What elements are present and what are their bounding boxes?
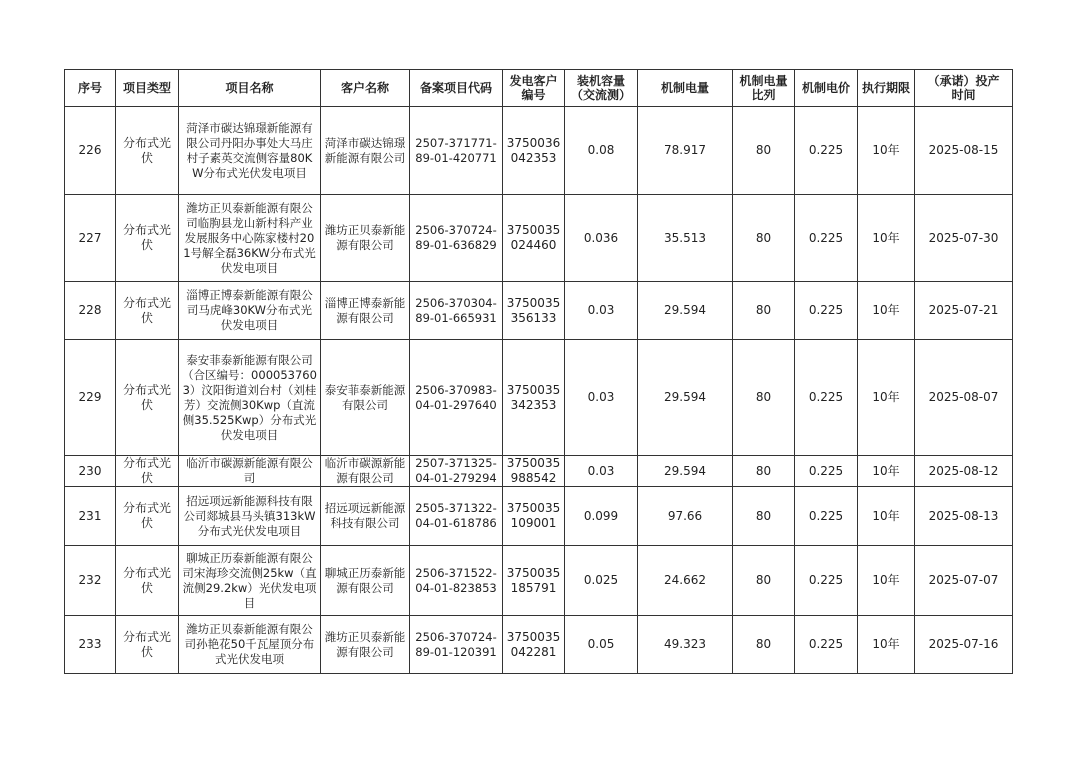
cell-energy: 29.594 bbox=[638, 282, 733, 340]
cell-code: 2506-370983-04-01-297640 bbox=[410, 340, 503, 456]
cell-date: 2025-07-30 bbox=[915, 195, 1013, 282]
cell-capacity: 0.05 bbox=[565, 616, 638, 674]
cell-account: 3750035356133 bbox=[503, 282, 565, 340]
cell-seq: 232 bbox=[65, 546, 116, 616]
table-row bbox=[65, 616, 1013, 674]
cell-code: 2506-371522-04-01-823853 bbox=[410, 546, 503, 616]
cell-type: 分布式光伏 bbox=[116, 195, 179, 282]
table-row bbox=[65, 546, 1013, 616]
header-ratio: 机制电量 比列 bbox=[733, 70, 795, 107]
header-account: 发电客户 编号 bbox=[503, 70, 565, 107]
cell-seq: 227 bbox=[65, 195, 116, 282]
cell-price: 0.225 bbox=[795, 195, 858, 282]
cell-type: 分布式光伏 bbox=[116, 546, 179, 616]
cell-account: 3750035042281 bbox=[503, 616, 565, 674]
cell-capacity: 0.025 bbox=[565, 546, 638, 616]
cell-type: 分布式光伏 bbox=[116, 456, 179, 487]
cell-name: 聊城正历泰新能源有限公司宋海珍交流侧25kw（直流侧29.2kw）光伏发电项目 bbox=[179, 546, 321, 616]
cell-period: 10年 bbox=[858, 546, 915, 616]
cell-customer: 潍坊正贝泰新能源有限公司 bbox=[321, 195, 410, 282]
cell-date: 2025-08-07 bbox=[915, 340, 1013, 456]
cell-price: 0.225 bbox=[795, 616, 858, 674]
cell-code: 2507-371771-89-01-420771 bbox=[410, 107, 503, 195]
cell-date: 2025-08-13 bbox=[915, 487, 1013, 546]
cell-date: 2025-08-12 bbox=[915, 456, 1013, 487]
cell-capacity: 0.08 bbox=[565, 107, 638, 195]
cell-account: 3750035109001 bbox=[503, 487, 565, 546]
cell-date: 2025-08-15 bbox=[915, 107, 1013, 195]
cell-seq: 229 bbox=[65, 340, 116, 456]
table-row bbox=[65, 340, 1013, 456]
cell-account: 3750035024460 bbox=[503, 195, 565, 282]
cell-customer: 招远项远新能源科技有限公司 bbox=[321, 487, 410, 546]
cell-date: 2025-07-16 bbox=[915, 616, 1013, 674]
cell-capacity: 0.03 bbox=[565, 456, 638, 487]
table-row bbox=[65, 107, 1013, 195]
header-row bbox=[65, 70, 1013, 107]
cell-name: 潍坊正贝泰新能源有限公司孙艳花50千瓦屋顶分布式光伏发电项 bbox=[179, 616, 321, 674]
cell-energy: 97.66 bbox=[638, 487, 733, 546]
cell-period: 10年 bbox=[858, 195, 915, 282]
header-seq: 序号 bbox=[65, 70, 116, 107]
cell-code: 2507-371325-04-01-279294 bbox=[410, 456, 503, 487]
cell-name: 潍坊正贝泰新能源有限公司临朐县龙山新村科产业发展服务中心陈家楼村201号解全磊36KW分布式光伏发电项目 bbox=[179, 195, 321, 282]
header-period: 执行期限 bbox=[858, 70, 915, 107]
header-type: 项目类型 bbox=[116, 70, 179, 107]
cell-type: 分布式光伏 bbox=[116, 107, 179, 195]
cell-ratio: 80 bbox=[733, 107, 795, 195]
cell-account: 3750035988542 bbox=[503, 456, 565, 487]
cell-code: 2506-370304-89-01-665931 bbox=[410, 282, 503, 340]
cell-ratio: 80 bbox=[733, 456, 795, 487]
header-capacity: 装机容量 （交流测） bbox=[565, 70, 638, 107]
header-code: 备案项目代码 bbox=[410, 70, 503, 107]
cell-name: 临沂市碳源新能源有限公司 bbox=[179, 456, 321, 487]
cell-price: 0.225 bbox=[795, 487, 858, 546]
cell-account: 3750035342353 bbox=[503, 340, 565, 456]
cell-customer: 聊城正历泰新能源有限公司 bbox=[321, 546, 410, 616]
cell-energy: 35.513 bbox=[638, 195, 733, 282]
cell-seq: 231 bbox=[65, 487, 116, 546]
header-price: 机制电价 bbox=[795, 70, 858, 107]
cell-code: 2506-370724-89-01-636829 bbox=[410, 195, 503, 282]
cell-price: 0.225 bbox=[795, 340, 858, 456]
cell-date: 2025-07-21 bbox=[915, 282, 1013, 340]
cell-period: 10年 bbox=[858, 340, 915, 456]
cell-ratio: 80 bbox=[733, 282, 795, 340]
cell-energy: 24.662 bbox=[638, 546, 733, 616]
cell-period: 10年 bbox=[858, 456, 915, 487]
cell-type: 分布式光伏 bbox=[116, 340, 179, 456]
cell-name: 泰安菲泰新能源有限公司（合区编号：0000537603）汶阳街道刘台村（刘桂芳）交流侧30Kwp（直流侧35.525Kwp）分布式光伏发电项目 bbox=[179, 340, 321, 456]
header-energy: 机制电量 bbox=[638, 70, 733, 107]
cell-name: 淄博正博泰新能源有限公司马虎峰30KW分布式光伏发电项目 bbox=[179, 282, 321, 340]
cell-energy: 78.917 bbox=[638, 107, 733, 195]
cell-customer: 菏泽市碳达锦璟新能源有限公司 bbox=[321, 107, 410, 195]
cell-date: 2025-07-07 bbox=[915, 546, 1013, 616]
cell-energy: 29.594 bbox=[638, 456, 733, 487]
cell-ratio: 80 bbox=[733, 546, 795, 616]
cell-energy: 29.594 bbox=[638, 340, 733, 456]
cell-type: 分布式光伏 bbox=[116, 282, 179, 340]
cell-seq: 230 bbox=[65, 456, 116, 487]
cell-capacity: 0.099 bbox=[565, 487, 638, 546]
cell-period: 10年 bbox=[858, 107, 915, 195]
cell-ratio: 80 bbox=[733, 195, 795, 282]
cell-period: 10年 bbox=[858, 282, 915, 340]
header-customer: 客户名称 bbox=[321, 70, 410, 107]
cell-period: 10年 bbox=[858, 616, 915, 674]
cell-account: 3750036042353 bbox=[503, 107, 565, 195]
cell-ratio: 80 bbox=[733, 340, 795, 456]
data-table bbox=[64, 69, 1013, 674]
cell-capacity: 0.03 bbox=[565, 282, 638, 340]
cell-code: 2505-371322-04-01-618786 bbox=[410, 487, 503, 546]
header-name: 项目名称 bbox=[179, 70, 321, 107]
cell-price: 0.225 bbox=[795, 546, 858, 616]
cell-ratio: 80 bbox=[733, 616, 795, 674]
cell-capacity: 0.036 bbox=[565, 195, 638, 282]
table-row bbox=[65, 487, 1013, 546]
cell-customer: 临沂市碳源新能源有限公司 bbox=[321, 456, 410, 487]
cell-price: 0.225 bbox=[795, 456, 858, 487]
cell-seq: 228 bbox=[65, 282, 116, 340]
cell-capacity: 0.03 bbox=[565, 340, 638, 456]
cell-seq: 233 bbox=[65, 616, 116, 674]
table-row bbox=[65, 282, 1013, 340]
cell-seq: 226 bbox=[65, 107, 116, 195]
table-row bbox=[65, 456, 1013, 487]
cell-ratio: 80 bbox=[733, 487, 795, 546]
cell-price: 0.225 bbox=[795, 282, 858, 340]
cell-customer: 泰安菲泰新能源有限公司 bbox=[321, 340, 410, 456]
cell-customer: 潍坊正贝泰新能源有限公司 bbox=[321, 616, 410, 674]
table-row bbox=[65, 195, 1013, 282]
cell-energy: 49.323 bbox=[638, 616, 733, 674]
cell-name: 菏泽市碳达锦璟新能源有限公司丹阳办事处大马庄村子素英交流侧容量80KW分布式光伏发电项目 bbox=[179, 107, 321, 195]
cell-code: 2506-370724-89-01-120391 bbox=[410, 616, 503, 674]
header-date: （承诺）投产 时间 bbox=[915, 70, 1013, 107]
cell-period: 10年 bbox=[858, 487, 915, 546]
cell-customer: 淄博正博泰新能源有限公司 bbox=[321, 282, 410, 340]
cell-name: 招远项远新能源科技有限公司郯城县马头镇313kW分布式光伏发电项目 bbox=[179, 487, 321, 546]
cell-account: 3750035185791 bbox=[503, 546, 565, 616]
cell-type: 分布式光伏 bbox=[116, 616, 179, 674]
cell-type: 分布式光伏 bbox=[116, 487, 179, 546]
cell-price: 0.225 bbox=[795, 107, 858, 195]
